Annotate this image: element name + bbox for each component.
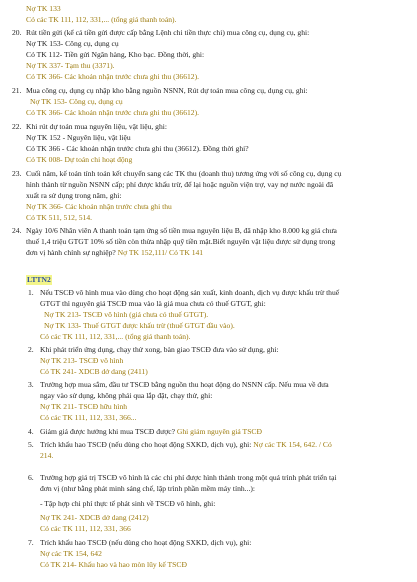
item-number: 23. xyxy=(12,169,22,178)
question-text: GTGT thì nguyên giá TSCĐ mua vào là giá mua chưa có thuế GTGT, ghi: xyxy=(40,299,266,308)
answer-text: Ghi giảm nguyên giá TSCĐ xyxy=(176,427,262,436)
entry-credit: Có TK 241- XDCB dở dang (2411) xyxy=(40,367,148,376)
item-number: 5. xyxy=(28,440,34,449)
entry-credit: Có TK 366 - Các khoản nhận trước chưa ghi thu (36612). Đồng thời ghi? xyxy=(26,144,249,153)
entry-debit: Nợ TK 337- Tạm thu (3371). xyxy=(26,61,115,70)
question-text xyxy=(26,248,203,258)
item-number: 20. xyxy=(12,28,22,37)
entry-debit: Nợ TK 133- Thuế GTGT được khấu trừ (thuế GTGT đầu vào). xyxy=(44,321,235,330)
question-text: Nếu TSCĐ vô hình mua vào dùng cho hoạt động sản xuất, kinh doanh, dịch vụ được khấu trừ thuế xyxy=(40,288,340,297)
entry-debit: Nợ TK 153- Công cụ, dụng cụ xyxy=(26,39,119,48)
entry-debit: Nợ TK 211- TSCĐ hữu hình xyxy=(40,402,128,411)
question-text-part: Giảm giá được hưởng khi mua TSCĐ được? xyxy=(40,427,177,436)
item-number: 4. xyxy=(28,427,34,436)
entry-credit: Có TK 112- Tiền gửi Ngân hàng, Kho bạc. Đồng thời, ghi: xyxy=(26,50,205,59)
item-number: 2. xyxy=(28,345,34,354)
question-text: Trích khấu hao TSCĐ (nếu dùng cho hoạt động SXKD, dịch vụ), ghi: xyxy=(40,538,252,547)
question-text: Khi phát triển ứng dụng, chạy thử xong, bàn giao TSCĐ đưa vào sử dụng, ghi: xyxy=(40,345,279,354)
question-text: Trường hợp mua sắm, đầu tư TSCĐ bằng nguồn thu hoạt động do NSNN cấp. Nếu mua về đưa xyxy=(40,380,329,389)
entry-credit: Có các TK 111, 112, 331, 366... xyxy=(40,413,137,422)
entry-credit: Có TK 366- Các khoản nhận trước chưa ghi thu (36612). xyxy=(26,108,200,117)
entry-debit: Nợ TK 366- Các khoản nhận trước chưa ghi thu xyxy=(26,202,172,211)
entry-credit: Có TK 511, 512, 514. xyxy=(26,213,93,222)
entry-debit: Nợ TK 213- TSCĐ vô hình xyxy=(40,356,124,365)
question-text: Ngày 10/6 Nhân viên A thanh toán tạm ứng số tiền mua nguyên liệu B, đã nhập kho 8.000 kg giá chưa xyxy=(26,226,337,235)
entry-credit: Có các TK 111, 112, 331,... (tổng giá thanh toán). xyxy=(26,15,177,24)
question-text: hình thành từ nguồn NSNN cấp; phí được khấu trừ, để lại hoặc nguồn viện trợ, vay nợ nước ngoài đã xyxy=(26,180,334,189)
item-number: 6. xyxy=(28,473,34,482)
answer-text: 214. xyxy=(40,451,54,460)
question-text-part: đơn vị hành chính sự nghiệp? xyxy=(26,248,118,257)
entry-credit: Có TK 214- Khấu hao và hao mòn lũy kế TSCĐ xyxy=(40,560,187,569)
entry-credit: Có TK 366- Các khoản nhận trước chưa ghi thu (36612). xyxy=(26,72,200,81)
entry-debit: Nợ TK 241- XDCB dở dang (2412) xyxy=(40,513,149,522)
entry-credit: Có các TK 111, 112, 331,... (tổng giá thanh toán). xyxy=(40,332,191,341)
entry-debit: Nợ TK 133 xyxy=(26,4,61,13)
question-text: Rút tiền gửi (kể cả tiền gửi được cấp bằng Lệnh chi tiền thực chi) mua công cụ, dụng cụ, ghi: xyxy=(26,28,310,37)
item-number: 7. xyxy=(28,538,34,547)
question-text-part: Trích khấu hao TSCĐ (nếu dùng cho hoạt động SXKD, dịch vụ), ghi: xyxy=(40,440,254,449)
question-text: Mua công cụ, dụng cụ nhập kho bằng nguồn NSNN, Rút dự toán mua công cụ, dụng cụ, ghi: xyxy=(26,86,308,95)
question-text: Trường hợp giá trị TSCĐ vô hình là các chi phí được hình thành trong một quá trình phát triển tại xyxy=(40,473,337,482)
item-number: 24. xyxy=(12,226,22,235)
entry-debit: Nợ TK 213- TSCĐ vô hình (giá chưa có thuế GTGT). xyxy=(44,310,209,319)
question-text: ngay vào sử dụng, không phải qua lắp đặt, chạy thử, ghi: xyxy=(40,391,213,400)
entry-debit: Nợ các TK 154, 642 xyxy=(40,549,102,558)
entry-debit: Nợ TK 153- Công cụ, dụng cụ xyxy=(30,97,123,106)
question-text: Cuối năm, kế toán tính toán kết chuyển sang các TK thu (doanh thu) tương ứng với số công cụ, dụng cụ xyxy=(26,169,342,178)
item-number: 21. xyxy=(12,86,22,95)
question-text xyxy=(40,440,332,450)
question-text: Khi rút dự toán mua nguyên liệu, vật liệu, ghi: xyxy=(26,122,167,131)
answer-text: Nợ TK 152,111/ Có TK 141 xyxy=(117,248,204,257)
section-heading: LTTN2 xyxy=(27,275,51,284)
answer-text: Nợ các TK 154, 642. / Có xyxy=(253,440,332,449)
entry-credit: Có các TK 111, 112, 331, 366 xyxy=(40,524,131,533)
question-text: xuất ra sử dụng trong năm, ghi: xyxy=(26,191,122,200)
entry-debit: Nợ TK 152 - Nguyên liệu, vật liệu xyxy=(26,133,131,142)
question-text: đơn vị (như bằng phát minh sáng chế, lập trình phần mềm máy tính...): xyxy=(40,484,256,493)
question-text xyxy=(40,427,262,437)
entry-credit: Có TK 008- Dự toán chi hoạt động xyxy=(26,155,133,164)
item-number: 22. xyxy=(12,122,22,131)
item-number: 1. xyxy=(28,288,34,297)
item-number: 3. xyxy=(28,380,34,389)
question-text: - Tập hợp chi phí thực tế phát sinh về TSCĐ vô hình, ghi: xyxy=(40,499,216,508)
question-text: thuế 1,4 triệu GTGT 10% số tiền còn thừa nhập quỹ tiền mặt.Biết nguyên vật liệu được sử dụng trong xyxy=(26,237,336,246)
